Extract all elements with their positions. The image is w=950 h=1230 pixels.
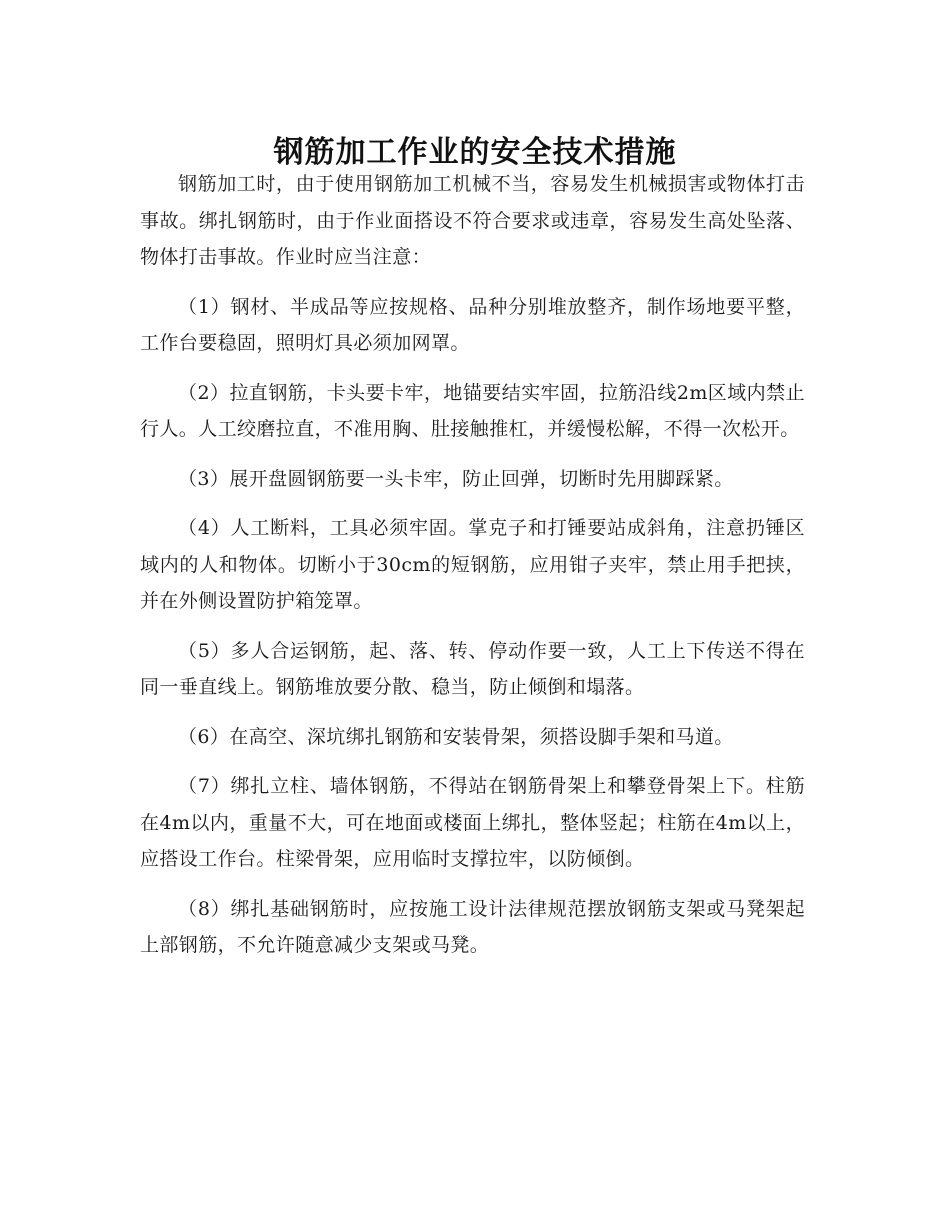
measure-item-8: （8）绑扎基础钢筋时，应按施工设计法律规范摆放钢筋支架或马凳架起上部钢筋，不允许随意减少支架或马凳。 (140, 897, 805, 956)
measure-item-2: （2）拉直钢筋，卡头要卡牢，地锚要结实牢固，拉筋沿线2m区域内禁止行人。人工绞磨拉直，不准用胸、肚接触推杠，并缓慢松解，不得一次松开。 (140, 381, 805, 440)
measure-item-7: （7）绑扎立柱、墙体钢筋，不得站在钢筋骨架上和攀登骨架上下。柱筋在4m以内，重量不大，可在地面或楼面上绑扎，整体竖起；柱筋在4m以上，应搭设工作台。柱梁骨架，应用临时支撑拉牢，以防倾倒。 (140, 775, 805, 870)
measure-item-4: （4）人工断料，工具必须牢固。掌克子和打锤要站成斜角，注意扔锤区域内的人和物体。切断小于30cm的短钢筋，应用钳子夹牢，禁止用手把挟，并在外侧设置防护箱笼罩。 (140, 517, 805, 612)
measure-item-6: （6）在高空、深坑绑扎钢筋和安装骨架，须搭设脚手架和马道。 (178, 725, 734, 748)
document-title: 钢筋加工作业的安全技术措施 (273, 135, 677, 171)
measure-item-5: （5）多人合运钢筋，起、落、转、停动作要一致，人工上下传送不得在同一垂直线上。钢筋堆放要分散、稳当，防止倾倒和塌落。 (140, 639, 805, 698)
document-body (140, 166, 805, 964)
intro-paragraph: 钢筋加工时，由于使用钢筋加工机械不当，容易发生机械损害或物体打击事故。绑扎钢筋时，由于作业面搭设不符合要求或违章，容易发生高处坠落、物体打击事故。作业时应当注意： (140, 173, 805, 268)
measure-item-3: （3）展开盘圆钢筋要一头卡牢，防止回弹，切断时先用脚踩紧。 (178, 467, 734, 490)
measure-item-1: （1）钢材、半成品等应按规格、品种分别堆放整齐，制作场地要平整，工作台要稳固，照明灯具必须加网罩。 (140, 295, 805, 354)
